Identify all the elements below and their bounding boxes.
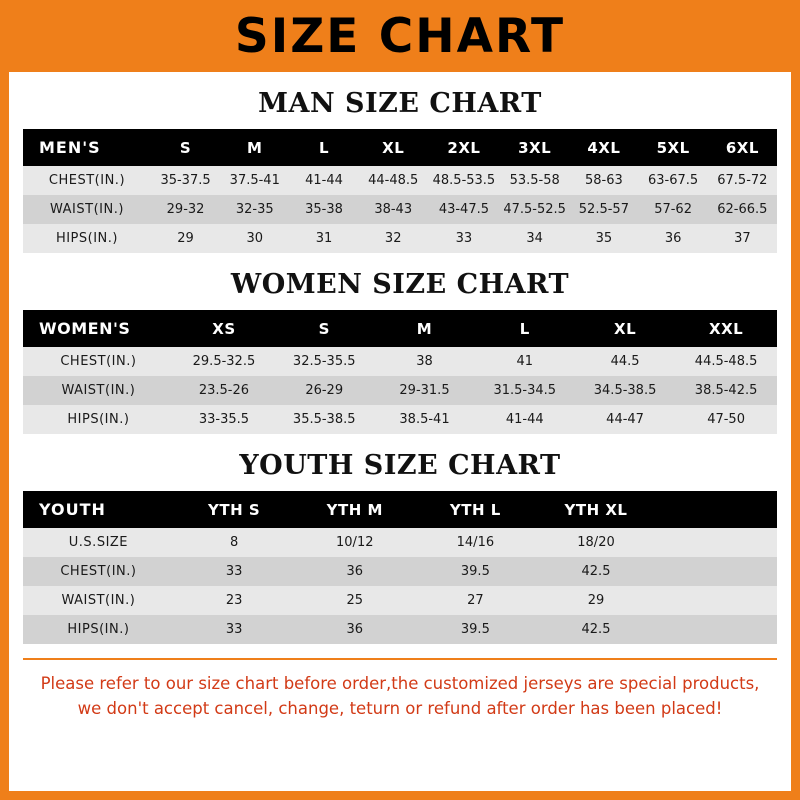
page-title: SIZE CHART <box>234 8 566 64</box>
table-cell: 36 <box>664 231 682 246</box>
men-header-cell: 5XL <box>656 138 690 157</box>
table-row <box>23 195 777 224</box>
women-header-cell: XS <box>212 319 236 338</box>
row-label: WAIST(IN.) <box>61 593 136 608</box>
table-cell: 33 <box>455 231 473 246</box>
youth-header-spacer <box>656 491 777 528</box>
table-row <box>23 405 777 434</box>
men-header-cell: 2XL <box>447 138 481 157</box>
table-cell: 63-67.5 <box>648 173 699 188</box>
men-header-cell: 3XL <box>518 138 552 157</box>
table-cell: 42.5 <box>581 564 611 579</box>
table-cell: 8 <box>229 535 239 550</box>
women-header-cell: WOMEN'S <box>39 319 131 338</box>
table-cell: 36 <box>346 622 364 637</box>
footer-note <box>23 658 777 721</box>
men-header-cell: L <box>318 138 330 157</box>
men-header-cell: S <box>179 138 192 157</box>
row-label: HIPS(IN.) <box>67 622 130 637</box>
table-cell: 57-62 <box>654 202 692 217</box>
table-cell: 38 <box>416 354 433 369</box>
table-row <box>23 166 777 195</box>
youth-header-cell: YTH S <box>208 500 261 519</box>
table-cell: 29-31.5 <box>399 383 450 398</box>
men-header-cell: 6XL <box>725 138 759 157</box>
table-cell: 38.5-42.5 <box>694 383 758 398</box>
women-header-cell: XL <box>614 319 637 338</box>
men-section-title: MAN SIZE CHART <box>258 88 542 119</box>
table-cell: 34.5-38.5 <box>593 383 657 398</box>
table-cell: 37.5-41 <box>229 173 280 188</box>
table-cell: 47.5-52.5 <box>503 202 566 217</box>
table-cell: 58-63 <box>584 173 623 188</box>
table-cell: 35-38 <box>305 202 343 217</box>
table-row <box>23 376 777 405</box>
youth-header-cell: YTH M <box>326 500 383 519</box>
table-cell-empty <box>656 615 777 644</box>
table-cell: 62-66.5 <box>717 202 768 217</box>
table-cell: 67.5-72 <box>717 173 768 188</box>
men-size-table <box>23 129 777 253</box>
table-cell: 52.5-57 <box>578 202 629 217</box>
bottom-accent-bar <box>9 791 791 800</box>
table-cell: 41-44 <box>305 173 343 188</box>
table-cell: 47-50 <box>707 412 745 427</box>
table-cell: 33-35.5 <box>198 412 250 427</box>
table-cell: 38-43 <box>374 202 413 217</box>
table-cell: 44.5-48.5 <box>694 354 758 369</box>
table-cell: 39.5 <box>460 564 490 579</box>
footer-line-2: we don't accept cancel, change, teturn or refund after order has been placed! <box>77 699 723 719</box>
table-row <box>23 557 777 586</box>
table-cell: 33 <box>225 622 243 637</box>
row-label: HIPS(IN.) <box>67 412 130 427</box>
table-cell: 44.5 <box>610 354 640 369</box>
table-cell: 29.5-32.5 <box>192 354 256 369</box>
table-cell: 32-35 <box>235 202 274 217</box>
footer-line-1: Please refer to our size chart before order,the customized jerseys are special products, <box>40 674 760 693</box>
table-cell: 53.5-58 <box>509 173 560 188</box>
table-cell: 41 <box>516 354 534 369</box>
men-header-cell: 4XL <box>587 138 621 157</box>
table-cell: 31.5-34.5 <box>493 383 557 398</box>
table-cell: 18/20 <box>577 535 615 550</box>
row-label: HIPS(IN.) <box>55 231 118 246</box>
table-cell: 38.5-41 <box>399 412 450 427</box>
row-label: CHEST(IN.) <box>60 564 137 579</box>
table-row <box>23 586 777 615</box>
table-cell: 41-44 <box>505 412 544 427</box>
men-header-cell: XL <box>382 138 405 157</box>
table-cell: 32.5-35.5 <box>292 354 356 369</box>
table-cell: 27 <box>467 593 484 608</box>
table-cell-empty <box>656 528 777 557</box>
table-cell: 29-32 <box>166 202 205 217</box>
women-size-table <box>23 310 777 434</box>
table-row <box>23 224 777 253</box>
youth-header-cell: YTH XL <box>564 500 628 519</box>
table-cell: 34 <box>526 231 543 246</box>
row-label: WAIST(IN.) <box>50 202 124 217</box>
women-header-cell: XXL <box>709 319 744 338</box>
women-section-title: WOMEN SIZE CHART <box>230 269 570 300</box>
women-header-row <box>23 310 777 347</box>
table-cell: 29 <box>587 593 605 608</box>
men-header-cell: MEN'S <box>39 138 101 157</box>
table-cell: 25 <box>346 593 364 608</box>
table-cell: 35.5-38.5 <box>292 412 356 427</box>
table-cell: 26-29 <box>305 383 344 398</box>
youth-header-cell: YTH L <box>449 500 501 519</box>
chart-content <box>9 88 791 721</box>
men-header-row <box>23 129 777 166</box>
youth-header-row <box>23 491 777 528</box>
table-cell: 32 <box>384 231 402 246</box>
table-cell: 31 <box>315 231 333 246</box>
table-cell: 33 <box>225 564 243 579</box>
table-cell-empty <box>656 586 777 615</box>
women-header-cell: L <box>519 319 530 338</box>
youth-section-title: YOUTH SIZE CHART <box>239 450 561 481</box>
table-cell: 23 <box>225 593 243 608</box>
table-cell: 39.5 <box>460 622 490 637</box>
table-cell: 44-48.5 <box>368 173 419 188</box>
table-cell: 37 <box>734 231 751 246</box>
women-header-cell: S <box>318 319 330 338</box>
table-cell: 44-47 <box>606 412 644 427</box>
table-cell: 10/12 <box>336 535 374 550</box>
table-row <box>23 347 777 376</box>
table-cell-empty <box>656 557 777 586</box>
table-cell: 23.5-26 <box>198 383 250 398</box>
row-label: U.S.SIZE <box>68 535 129 550</box>
table-cell: 36 <box>346 564 364 579</box>
table-cell: 29 <box>177 231 194 246</box>
table-cell: 35 <box>595 231 613 246</box>
table-cell: 43-47.5 <box>438 202 490 217</box>
women-header-cell: M <box>416 319 433 338</box>
row-label: CHEST(IN.) <box>60 354 137 369</box>
row-label: WAIST(IN.) <box>61 383 136 398</box>
table-cell: 30 <box>246 231 264 246</box>
table-cell: 42.5 <box>581 622 611 637</box>
youth-header-cell: YOUTH <box>39 500 106 519</box>
table-cell: 14/16 <box>456 535 495 550</box>
table-cell: 35-37.5 <box>160 173 211 188</box>
row-label: CHEST(IN.) <box>48 173 126 188</box>
men-header-cell: M <box>247 138 263 157</box>
page-banner <box>9 0 791 72</box>
table-row <box>23 615 777 644</box>
table-cell: 48.5-53.5 <box>432 173 496 188</box>
table-row <box>23 528 777 557</box>
youth-size-table <box>23 491 777 644</box>
